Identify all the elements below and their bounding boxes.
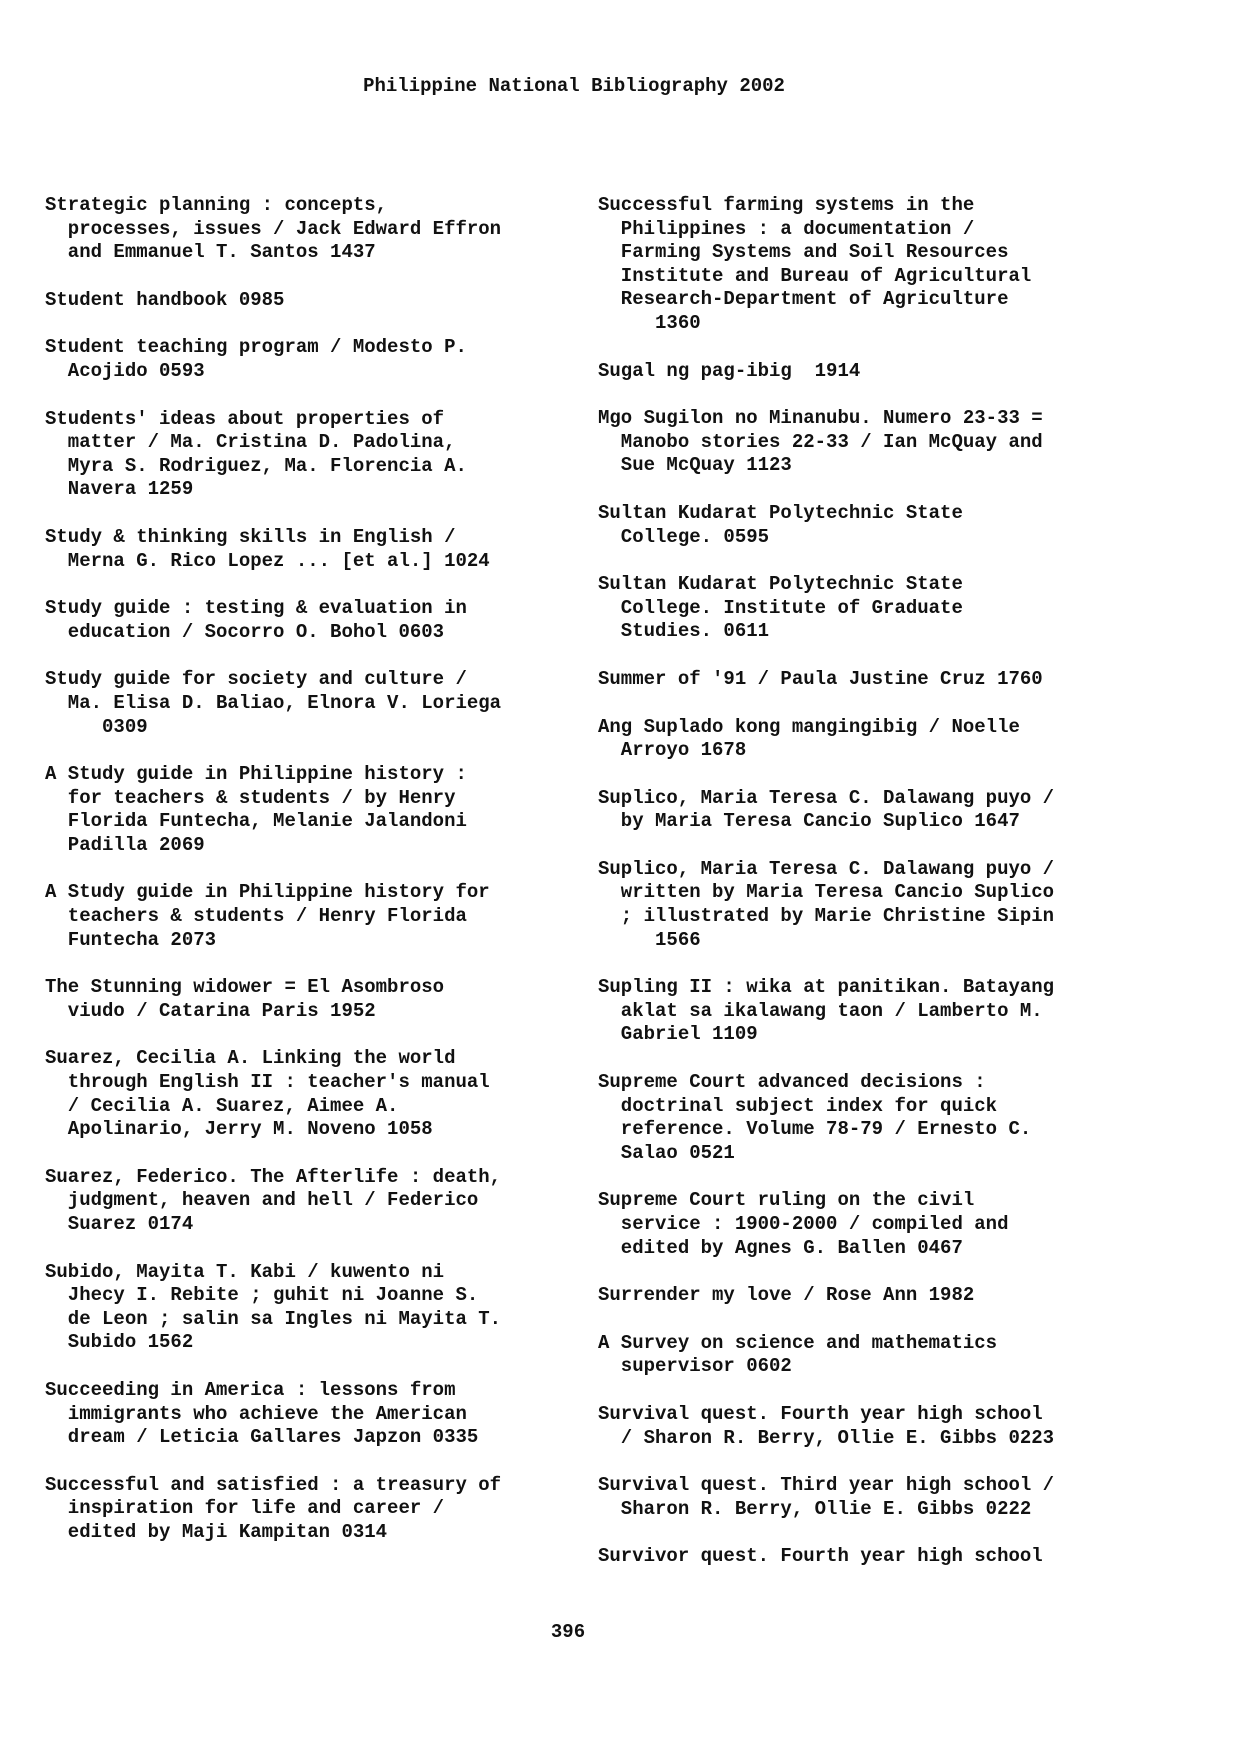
entry-line: A Study guide in Philippine history for <box>45 881 490 904</box>
entry-line: 1566 <box>598 928 701 951</box>
entry-line: reference. Volume 78-79 / Ernesto C. <box>598 1118 1032 1141</box>
entry-line: Successful and satisfied : a treasury of <box>45 1473 502 1496</box>
entry-line: Institute and Bureau of Agricultural <box>598 264 1032 287</box>
entry-line: Study guide : testing & evaluation in <box>45 597 467 620</box>
entry-line: Ang Suplado kong mangingibig / Noelle <box>598 715 1020 738</box>
entry-line: and Emmanuel T. Santos 1437 <box>45 241 376 264</box>
entry-line: Study guide for society and culture / <box>45 668 467 691</box>
entry-line: Successful farming systems in the <box>598 194 975 216</box>
bibliography-entry <box>45 194 585 265</box>
entry-line: Florida Funtecha, Melanie Jalandoni <box>45 810 467 833</box>
bibliography-entry <box>598 1545 1158 1569</box>
bibliography-entry <box>45 881 585 952</box>
bibliography-entry <box>45 526 585 573</box>
entry-line: ; illustrated by Marie Christine Sipin <box>598 905 1055 928</box>
bibliography-entry <box>598 976 1158 1047</box>
entry-line: through English II : teacher's manual <box>45 1071 490 1094</box>
entry-line: Subido 1562 <box>45 1331 194 1354</box>
entry-line: Suplico, Maria Teresa C. Dalawang puyo / <box>598 786 1055 809</box>
entry-line: teachers & students / Henry Florida <box>45 905 467 928</box>
bibliography-entry <box>45 1261 585 1355</box>
entry-line: Students' ideas about properties of <box>45 407 445 430</box>
entry-line: Philippines : a documentation / <box>598 217 975 240</box>
entry-line: aklat sa ikalawang taon / Lamberto M. <box>598 999 1043 1022</box>
bibliography-entry <box>45 668 585 739</box>
entry-line: Jhecy I. Rebite ; guhit ni Joanne S. <box>45 1284 479 1307</box>
entry-line: Succeeding in America : lessons from <box>45 1378 456 1401</box>
bibliography-entry <box>598 360 1158 384</box>
entry-line: Summer of '91 / Paula Justine Cruz 1760 <box>598 667 1043 690</box>
entry-line: 1360 <box>598 311 701 334</box>
entry-line: for teachers & students / by Henry <box>45 786 456 809</box>
bibliography-entry <box>45 1474 585 1545</box>
entry-line: The Stunning widower = El Asombroso <box>45 976 445 999</box>
page-number: 396 <box>550 1621 586 1643</box>
entry-line: dream / Leticia Gallares Japzon 0335 <box>45 1426 479 1449</box>
entry-line: Sultan Kudarat Polytechnic State <box>598 501 963 524</box>
entry-line: Sue McQuay 1123 <box>598 454 792 477</box>
entry-line: processes, issues / Jack Edward Effron <box>45 217 502 240</box>
entry-line: Manobo stories 22-33 / Ian McQuay and <box>598 430 1043 453</box>
right-column <box>598 194 1158 1593</box>
bibliography-entry <box>598 716 1158 763</box>
bibliography-entry <box>598 858 1158 952</box>
entry-line: Student teaching program / Modesto P. <box>45 336 467 359</box>
entry-line: matter / Ma. Cristina D. Padolina, <box>45 431 456 454</box>
entry-line: doctrinal subject index for quick <box>598 1094 998 1117</box>
entry-line: by Maria Teresa Cancio Suplico 1647 <box>598 810 1020 833</box>
entry-line: written by Maria Teresa Cancio Suplico <box>598 881 1055 904</box>
entry-line: service : 1900-2000 / compiled and <box>598 1213 1009 1235</box>
entry-line: Sultan Kudarat Polytechnic State <box>598 573 963 596</box>
entry-line: Suarez, Cecilia A. Linking the world <box>45 1047 456 1070</box>
entry-line: College. 0595 <box>598 525 770 548</box>
entry-line: inspiration for life and career / <box>45 1497 445 1520</box>
bibliography-entry <box>598 573 1158 644</box>
entry-line: Apolinario, Jerry M. Noveno 1058 <box>45 1118 433 1141</box>
bibliography-entry <box>45 976 585 1023</box>
entry-line: de Leon ; salin sa Ingles ni Mayita T. <box>45 1307 502 1330</box>
bibliography-entry <box>598 668 1158 692</box>
entry-line: Strategic planning : concepts, <box>45 194 388 216</box>
entry-line: Survival quest. Fourth year high school <box>598 1402 1043 1425</box>
entry-line: Student handbook 0985 <box>45 288 285 311</box>
bibliography-entry <box>45 289 585 313</box>
bibliography-entry <box>598 407 1158 478</box>
entry-line: edited by Agnes G. Ballen 0467 <box>598 1236 963 1259</box>
entry-line: Farming Systems and Soil Resources <box>598 241 1009 264</box>
entry-line: Funtecha 2073 <box>45 928 217 951</box>
page-header: Philippine National Bibliography 2002 <box>363 75 785 97</box>
entry-line: Padilla 2069 <box>45 833 205 856</box>
bibliography-entry <box>45 1047 585 1141</box>
bibliography-entry <box>45 597 585 644</box>
entry-line: College. Institute of Graduate <box>598 596 963 619</box>
entry-line: Mgo Sugilon no Minanubu. Numero 23-33 = <box>598 407 1043 430</box>
entry-line: supervisor 0602 <box>598 1355 792 1378</box>
entry-line: Myra S. Rodriguez, Ma. Florencia A. <box>45 454 467 477</box>
entry-line: Survivor quest. Fourth year high school <box>598 1545 1043 1568</box>
entry-line: Subido, Mayita T. Kabi / kuwento ni <box>45 1260 445 1283</box>
entry-line: Studies. 0611 <box>598 620 770 643</box>
bibliography-entry <box>598 1474 1158 1521</box>
bibliography-entry <box>598 194 1158 336</box>
bibliography-entry <box>598 502 1158 549</box>
entry-line: Supreme Court ruling on the civil <box>598 1189 975 1212</box>
entry-line: Ma. Elisa D. Baliao, Elnora V. Loriega <box>45 691 502 714</box>
bibliography-entry <box>598 1403 1158 1450</box>
entry-line: viudo / Catarina Paris 1952 <box>45 999 376 1022</box>
entry-line: Suplico, Maria Teresa C. Dalawang puyo / <box>598 857 1055 880</box>
entry-line: Navera 1259 <box>45 478 194 501</box>
entry-line: education / Socorro O. Bohol 0603 <box>45 620 445 643</box>
bibliography-entry <box>598 1284 1158 1308</box>
bibliography-entry <box>598 1332 1158 1379</box>
entry-line: Salao 0521 <box>598 1141 735 1164</box>
entry-line: Merna G. Rico Lopez ... [et al.] 1024 <box>45 549 490 572</box>
entry-line: edited by Maji Kampitan 0314 <box>45 1520 388 1543</box>
bibliography-entry <box>598 1071 1158 1165</box>
entry-line: Supling II : wika at panitikan. Batayang <box>598 976 1055 999</box>
left-column <box>45 194 585 1569</box>
bibliography-entry <box>45 1379 585 1450</box>
entry-line: Sharon R. Berry, Ollie E. Gibbs 0222 <box>598 1497 1032 1520</box>
bibliography-entry <box>45 408 585 502</box>
bibliography-entry <box>45 1166 585 1237</box>
bibliography-entry <box>45 336 585 383</box>
entry-line: judgment, heaven and hell / Federico <box>45 1189 479 1212</box>
entry-line: / Cecilia A. Suarez, Aimee A. <box>45 1094 399 1117</box>
entry-line: Gabriel 1109 <box>598 1023 758 1046</box>
entry-line: Suarez 0174 <box>45 1213 194 1235</box>
entry-line: A Survey on science and mathematics <box>598 1331 998 1354</box>
bibliography-entry <box>598 1189 1158 1260</box>
entry-line: Acojido 0593 <box>45 359 205 382</box>
entry-line: Survival quest. Third year high school / <box>598 1474 1055 1497</box>
entry-line: A Study guide in Philippine history : <box>45 763 467 786</box>
bibliography-entry <box>45 763 585 857</box>
bibliography-entry <box>598 787 1158 834</box>
entry-line: / Sharon R. Berry, Ollie E. Gibbs 0223 <box>598 1426 1055 1449</box>
entry-line: Sugal ng pag-ibig 1914 <box>598 359 861 382</box>
entry-line: Research-Department of Agriculture <box>598 288 1009 311</box>
entry-line: Suarez, Federico. The Afterlife : death, <box>45 1165 502 1188</box>
entry-line: Study & thinking skills in English / <box>45 525 456 548</box>
entry-line: Arroyo 1678 <box>598 739 747 762</box>
entry-line: Supreme Court advanced decisions : <box>598 1071 986 1094</box>
entry-line: 0309 <box>45 715 148 738</box>
entry-line: Surrender my love / Rose Ann 1982 <box>598 1284 975 1307</box>
entry-line: immigrants who achieve the American <box>45 1402 467 1425</box>
